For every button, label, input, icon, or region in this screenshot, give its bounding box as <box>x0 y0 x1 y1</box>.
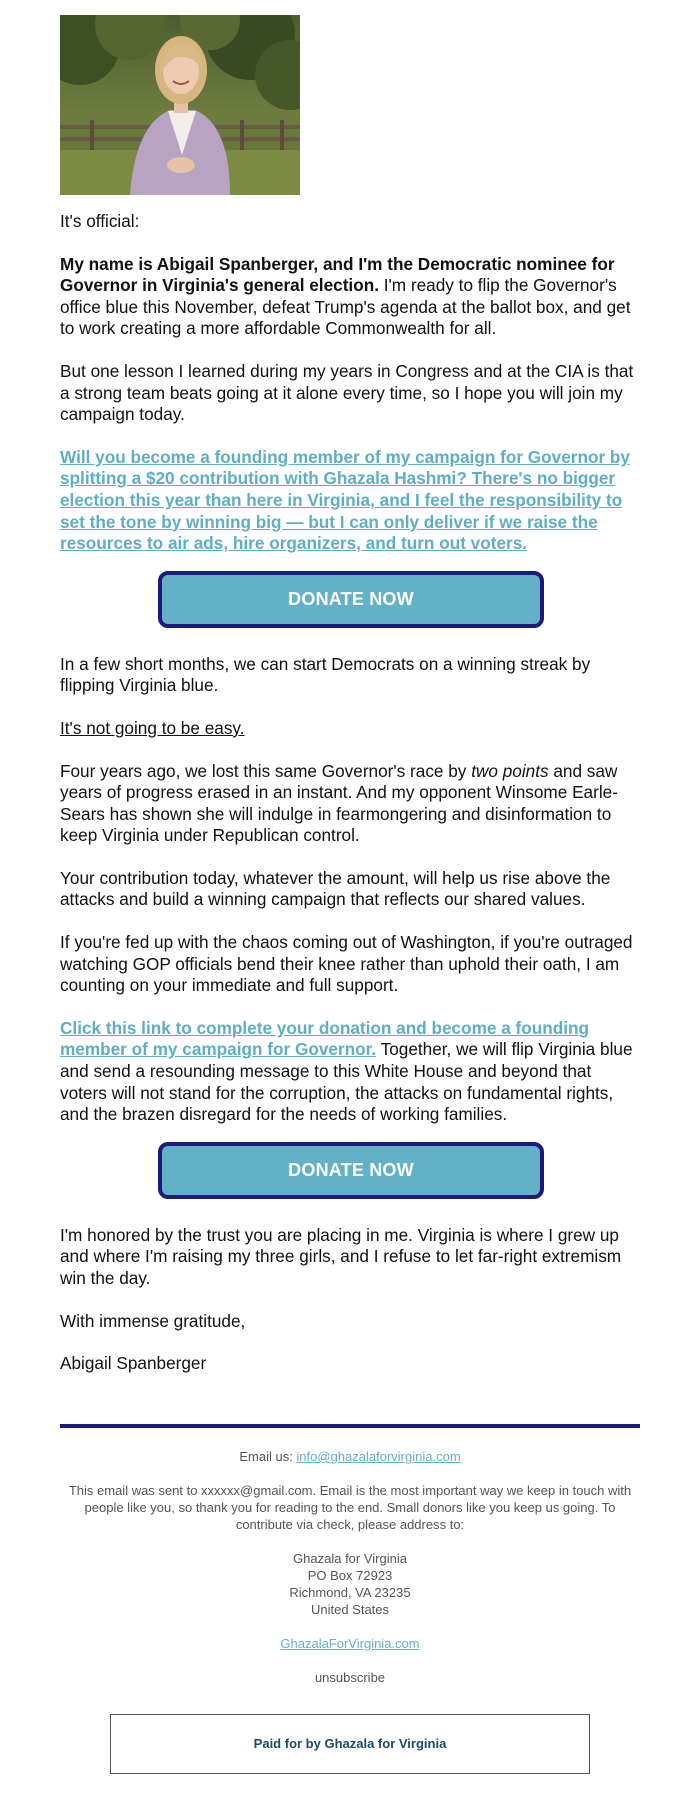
founding-member-link[interactable]: Will you become a founding member of my campaign for Governor by splitting a $20 contribution with Ghazala Hashmi? There's no bigger election this year than here in Virginia, and I feel the responsibility to set the tone by winning big — but I can only deliver if we raise the resources to air ads, hire organizers, and turn out voters. <box>60 446 630 554</box>
candidate-photo <box>60 15 300 195</box>
donate-wrap-2 <box>60 1142 642 1199</box>
click-link-paragraph <box>60 1018 642 1126</box>
email-us-label: Email us: <box>239 1449 297 1464</box>
footer-notice: This email was sent to xxxxxx@gmail.com. Email is the most important way we keep in touch with people like you, so thank you for reading to the end. Small donors like you keep us going. To contribute via check, please address to: <box>68 1483 632 1532</box>
click-link-rest: Together, we will flip Virginia blue and send a resounding message to this White House and beyond that voters will not stand for the corruption, the attacks on fundamental rights, and the brazen disregard for the needs of working families. <box>60 1039 633 1125</box>
mailing-address <box>60 1550 640 1618</box>
intro-bold: My name is Abigail Spanberger, and I'm the Democratic nominee for Governor in Virginia's general election. <box>60 253 615 296</box>
winning-streak-paragraph: In a few short months, we can start Democrats on a winning streak by flipping Virginia blue. <box>60 653 591 696</box>
not-easy-text: It's not going to be easy. <box>60 717 245 738</box>
footer <box>60 1448 640 1703</box>
four-years-paragraph <box>60 761 642 847</box>
paid-for-text: Paid for by Ghazala for Virginia <box>253 1736 447 1751</box>
donate-now-button-1[interactable]: DONATE NOW <box>158 571 544 628</box>
not-easy-paragraph <box>60 718 642 740</box>
site-link[interactable]: GhazalaForVirginia.com <box>280 1636 420 1651</box>
contribution-paragraph: Your contribution today, whatever the amount, will help us rise above the attacks and build a winning campaign that reflects our shared values. <box>60 867 611 910</box>
email-body <box>60 211 642 1396</box>
four-years-b: and saw years of progress erased in an instant. And my opponent Winsome Earle-Sears has shown she will indulge in fearmongering and disinformation to keep Virginia under Republican control. <box>60 760 618 846</box>
candidate-photo-image <box>60 15 300 195</box>
team-paragraph: But one lesson I learned during my years in Congress and at the CIA is that a strong team beats going at it alone every time, so I hope you will join my campaign today. <box>60 360 634 425</box>
four-years-a: Four years ago, we lost this same Governor's race by <box>60 760 472 781</box>
paid-for-box <box>110 1714 590 1774</box>
honored-paragraph: I'm honored by the trust you are placing in me. Virginia is where I grew up and where I'm raising my three girls, and I refuse to let far-right extremism win the day. <box>60 1224 622 1288</box>
complete-donation-link[interactable]: Click this link to complete your donation and become a founding member of my campaign for Governor. <box>60 1017 590 1060</box>
unsubscribe-line <box>60 1669 640 1686</box>
signature: Abigail Spanberger <box>60 1353 207 1374</box>
intro-rest: I'm ready to flip the Governor's office blue this November, defeat Trump's agenda at the ballot box, and get to work creating a more affordable Commonwealth for all. <box>60 275 631 339</box>
fed-up-paragraph: If you're fed up with the chaos coming out of Washington, if you're outraged watching GOP officials bend their knee rather than uphold their oath, I am counting on your immediate and full support. <box>60 932 633 996</box>
address-country: United States <box>310 1602 390 1617</box>
unsubscribe-link[interactable]: unsubscribe <box>314 1670 386 1685</box>
email-us-line <box>60 1448 640 1465</box>
intro-paragraph <box>60 254 642 340</box>
closing: With immense gratitude, <box>60 1310 246 1331</box>
address-city: Richmond, VA 23235 <box>289 1585 411 1600</box>
footer-divider <box>60 1424 640 1428</box>
site-link-line <box>60 1635 640 1652</box>
two-points-italic: two points <box>471 760 549 781</box>
address-po: PO Box 72923 <box>307 1568 393 1583</box>
address-name: Ghazala for Virginia <box>293 1551 407 1566</box>
greeting: It's official: <box>60 211 140 231</box>
email-us-link[interactable]: info@ghazalaforvirginia.com <box>296 1449 461 1464</box>
donate-wrap-1 <box>60 571 642 628</box>
founding-member-paragraph <box>60 447 642 555</box>
donate-now-button-2[interactable]: DONATE NOW <box>158 1142 544 1199</box>
